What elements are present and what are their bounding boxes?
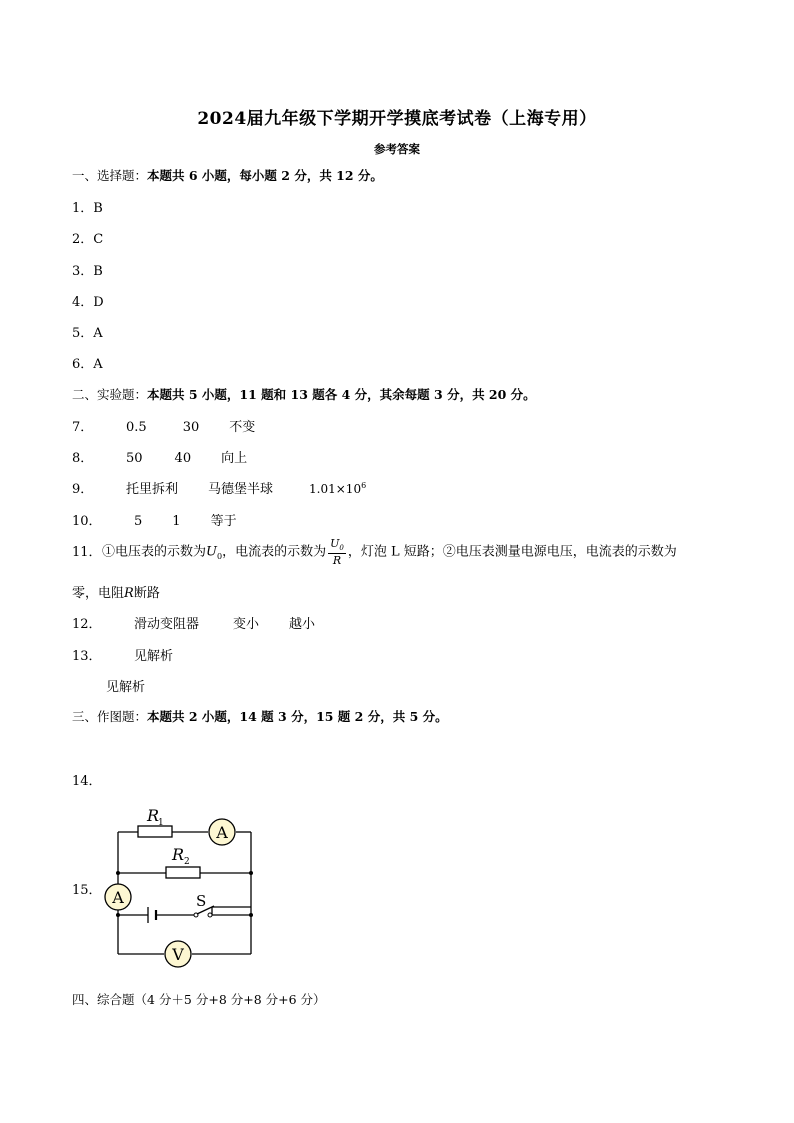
circuit-diagram — [100, 806, 270, 972]
question-number: 12． — [72, 617, 102, 632]
page-title: 2024届九年级下学期开学摸底考试卷（上海专用） — [197, 109, 597, 129]
answer-2: 马德堡半球 — [208, 482, 274, 497]
switch-contact-right — [208, 913, 212, 917]
section-4-heading: 四、综合题（4 分＋5 分+8 分+8 分+6 分） — [72, 992, 326, 1007]
section-1-heading — [72, 166, 383, 184]
answer-1: 50 — [126, 451, 143, 466]
answer-2: 1 — [172, 514, 181, 529]
answer-2: 40 — [174, 451, 192, 466]
section-1-text: 本题共 6 小题，每小题 2 分，共 12 分。 — [147, 168, 383, 183]
q11-answer: 11．①电压表的示数为$U_0$，电流表的示数为 $\frac{U_0}{R}$ ，灯泡 L 短路；②电压表测量电源电压，电流表的示数为 — [72, 537, 677, 568]
r2-subscript: 2 — [184, 857, 190, 867]
junction-dot — [249, 913, 253, 917]
choice-answer — [72, 291, 104, 310]
answer-3: $1.01\times 10^6$ — [309, 481, 367, 496]
junction-dot — [116, 913, 120, 917]
section-3-prefix: 三、作图题： — [72, 709, 148, 724]
q10-answer — [72, 510, 237, 529]
answer-1: 5 — [134, 514, 143, 529]
question-number: 8． — [72, 451, 94, 466]
switch-label: S — [196, 892, 207, 910]
answer-key-subtitle: 参考答案 — [374, 142, 420, 156]
section-2-heading — [72, 385, 536, 403]
answer: B — [93, 264, 103, 279]
section-1-prefix: 一、选择题： — [72, 168, 148, 183]
answer-1: 0.5 — [126, 420, 147, 435]
answer-3: 不变 — [229, 420, 256, 435]
q14-number: 14． — [72, 774, 102, 789]
choice-answer — [72, 260, 103, 279]
answer-3: 等于 — [210, 514, 237, 529]
question-number: 5． — [72, 326, 94, 341]
junction-dot — [116, 871, 120, 875]
section-3-heading — [72, 707, 448, 725]
q15-number: 15． — [72, 883, 102, 898]
question-number: 7． — [72, 420, 94, 435]
answer: A — [93, 326, 103, 341]
answer-1: 滑动变阻器 — [134, 617, 200, 632]
question-number: 10． — [72, 514, 102, 529]
question-number: 4． — [72, 295, 94, 310]
answer-2: 变小 — [233, 617, 260, 632]
answer: C — [93, 232, 104, 247]
answer-3: 向上 — [221, 451, 248, 466]
junction-dot — [249, 871, 253, 875]
section-2-prefix: 二、实验题： — [72, 387, 148, 402]
choice-answer — [72, 228, 103, 247]
ammeter-top-label: A — [216, 823, 228, 842]
choice-answer — [72, 322, 103, 341]
answer: D — [93, 295, 104, 310]
r2-resistor — [166, 867, 200, 878]
r1-subscript: 1 — [158, 818, 164, 828]
question-number: 3． — [72, 264, 94, 279]
q12-answer — [72, 613, 315, 632]
question-number: 2． — [72, 232, 94, 247]
r1-label: R — [147, 806, 160, 825]
answer-1: 托里拆利 — [126, 482, 179, 497]
answer-2: 30 — [182, 420, 200, 435]
question-number: 11． — [72, 544, 102, 560]
question-number: 1． — [72, 201, 94, 216]
q11-answer-line-2: 零，电阻R断路 — [72, 586, 160, 601]
q13-answer-2: 见解析 — [106, 680, 146, 695]
voltmeter-label: V — [172, 945, 184, 964]
answer-3: 越小 — [289, 617, 316, 632]
q7-answer — [72, 416, 255, 435]
question-number: 6． — [72, 357, 94, 372]
section-3-text: 本题共 2 小题，14 题 3 分，15 题 2 分，共 5 分。 — [147, 709, 448, 724]
answer: A — [93, 357, 103, 372]
current-fraction: $\frac{U_0}{R}$ — [330, 537, 344, 568]
choice-answer — [72, 197, 103, 216]
r2-label: R — [172, 845, 185, 864]
section-2-text: 本题共 5 小题，11 题和 13 题各 4 分，其余每题 3 分，共 20 分。 — [147, 387, 536, 402]
q13-answer — [72, 645, 173, 664]
question-number: 13． — [72, 649, 102, 664]
answer: B — [93, 201, 103, 216]
q8-answer — [72, 447, 247, 466]
ammeter-left-label: A — [112, 888, 124, 907]
choice-answer — [72, 353, 103, 372]
r1-resistor — [138, 826, 172, 837]
question-number: 9． — [72, 482, 94, 497]
q9-answer — [72, 478, 366, 497]
answer-1: 见解析 — [134, 649, 174, 664]
